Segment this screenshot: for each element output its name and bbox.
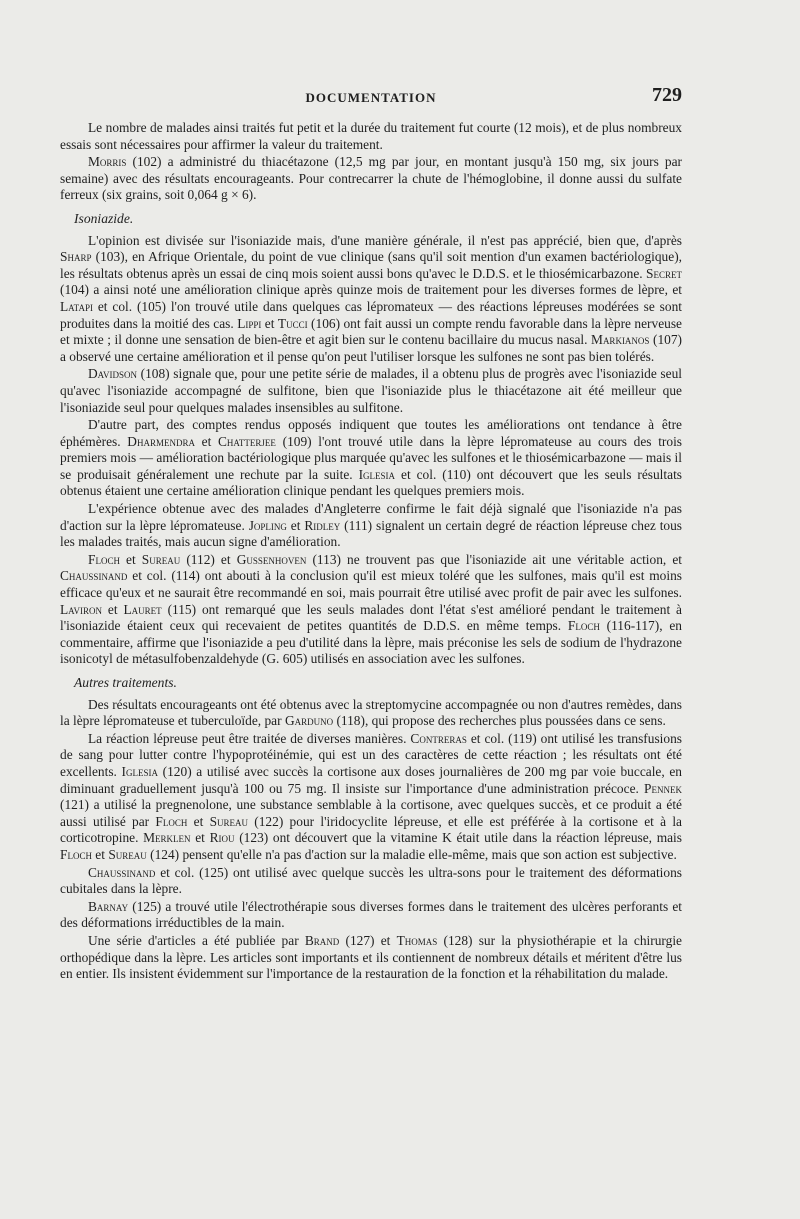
author-name: Lippi bbox=[237, 315, 262, 331]
author-name: Sureau bbox=[141, 551, 181, 567]
paragraph: La réaction lépreuse peut être traitée de diverses manières. Contreras et col. (119) ont utilisé les transfusions de sang pour lutter contre l'hypoprotéinémie, qui est un des caractères de cette réaction ; les résultats ont été excellents. Iglesia (120) a utilisé avec succès la cortisone aux doses journalières de 200 mg par voie buccale, en diminuant graduellement jusqu'à 100 ou 75 mg. Il insiste sur l'importance d'une administration précoce. Pennek (121) a utilisé la pregnenolone, une substance semblable à la cortisone, avec quelques succès, et ce produit a été aussi utilisé par Floch et Sureau (122) pour l'iridocyclite lépreuse, et elle est préférée à la cortisone et à la corticotropine. Merklen et Riou (123) ont découvert que la vitamine K était utile dans la réaction lépreuse, mais Floch et Sureau (124) pensent qu'elle n'a pas d'action sur la maladie elle-même, mais que son action est subjective. bbox=[60, 730, 683, 862]
paragraph: Barnay (125) a trouvé utile l'électrothérapie sous diverses formes dans le traitement des ulcères perforants et des déformations irréductibles de la main. bbox=[60, 898, 682, 931]
paragraph: Chaussinand et col. (125) ont utilisé avec quelque succès les ultra-sons pour le traitement des déformations cubitales dans la lèpre. bbox=[60, 864, 682, 897]
author-name: Floch bbox=[567, 618, 600, 634]
body-text bbox=[60, 120, 682, 984]
author-name: Laviron bbox=[60, 601, 103, 617]
author-name: Lauret bbox=[123, 601, 162, 617]
author-name: Chaussinand bbox=[60, 568, 128, 584]
author-name: Pennek bbox=[644, 780, 682, 796]
paragraph: Des résultats encourageants ont été obtenus avec la streptomycine accompagnée ou non d'autres remèdes, dans la lèpre lépromateuse et tuberculoïde, par Garduno (118), qui propose des recherches plus poussées dans ce sens. bbox=[60, 696, 682, 729]
author-name: Floch bbox=[155, 813, 188, 829]
author-name: Jopling bbox=[248, 517, 287, 533]
author-name: Barnay bbox=[88, 898, 129, 914]
author-name: Sureau bbox=[108, 846, 147, 862]
author-name: Secret bbox=[646, 265, 682, 281]
paragraph: L'opinion est divisée sur l'isoniazide mais, d'une manière générale, il n'est pas apprécié, bien que, d'après Sharp (103), en Afrique Orientale, du point de vue clinique (sans qu'il soit mention d'un examen bactériologique), les résultats obtenus après un essai de cinq mois soient aussi bons qu'avec le D.D.S. et le thiosémicarbazone. Secret (104) a ainsi noté une amélioration clinique après quinze mois de traitement pour les diverses formes de lèpre, et Latapi et col. (105) l'on trouvé utile dans quelques cas lépromateux — des réactions lépreuses modérées se sont produites dans la moitié des cas. Lippi et Tucci (106) ont fait aussi un compte rendu favorable dans la lèpre nerveuse et mixte ; il donne une sensation de bien-être et agit bien sur le contenu bacillaire du mucus nasal. Markianos (107) a observé une certaine amélioration et il pense qu'on peut l'utiliser lorsque les sulfones ne sont pas bien tolérés. bbox=[60, 232, 683, 364]
author-name: Riou bbox=[209, 830, 235, 846]
author-name: Contreras bbox=[410, 730, 467, 746]
paragraph: Floch et Sureau (112) et Gussenhoven (113) ne trouvent pas que l'isoniazide ait une véritable action, et Chaussinand et col. (114) ont abouti à la conclusion qu'il est mieux toléré que les sulfones, mais qu'il est moins efficace qu'eux et ne saurait être recommandé en soi, mais pourrait être utilisé avec profit de pair avec les sulfones. Laviron et Lauret (115) ont remarqué que les seuls malades dont l'état s'est amélioré pendant le traitement à l'isoniazide étaient ceux qui recevaient de petites quantités de D.D.S. en même temps. Floch (116-117), en commentaire, affirme que l'isoniazide a peu d'utilité dans la lèpre, mais préconise les sels de sodium de l'hydrazone isonicotyl de métasulfobenzaldehyde (G. 605) utilisés en association avec les sulfones. bbox=[60, 551, 682, 667]
author-name: Chaussinand bbox=[88, 864, 156, 880]
author-name: Garduno bbox=[284, 713, 334, 729]
page-number: 729 bbox=[652, 84, 682, 106]
author-name: Brand bbox=[304, 932, 340, 948]
author-name: Sharp bbox=[60, 249, 92, 265]
author-name: Dharmendra bbox=[127, 433, 195, 449]
author-name: Chatterjee bbox=[218, 433, 276, 449]
paragraph: Une série d'articles a été publiée par Brand (127) et Thomas (128) sur la physiothérapie et la chirurgie orthopédique dans la lèpre. Les articles sont importants et ils contiennent de nombreux détails et méritent d'être lus en entier. Ils insistent évidemment sur l'importance de la restauration de la fonction et la réhabilitation du malade. bbox=[60, 932, 683, 982]
section-heading-autres-traitements: Autres traitements. bbox=[74, 675, 177, 690]
paragraph: Davidson (108) signale que, pour une petite série de malades, il a obtenu plus de progrès avec l'isoniazide seul qu'avec l'isoniazide accompagné de sulfitone, bien que l'isoniazide plus le thiacétazone ait été meilleur que l'isoniazide seul pour quelques malades insensibles au sulfitone. bbox=[60, 366, 682, 415]
author-name: Floch bbox=[60, 846, 92, 862]
author-name: Thomas bbox=[396, 932, 438, 948]
author-name: Markianos bbox=[591, 332, 650, 348]
paragraph: D'autre part, des comptes rendus opposés indiquent que toutes les améliorations ont tendance à être éphémères. Dharmendra et Chatterjee (109) l'ont trouvé utile dans la lèpre lépromateuse au cours des trois premiers mois — amélioration bactériologique plus marquée qu'avec les sulfones et le thiosémicarbazone — mais il se produisait généralement une rechute par la suite. Iglesia et col. (110) ont découvert que les seuls résultats obtenus étaient une certaine amélioration clinique pendant les quelques premiers mois. bbox=[60, 417, 682, 499]
paragraph: L'expérience obtenue avec des malades d'Angleterre confirme le fait déjà signalé que l'isoniazide n'a pas d'action sur la lèpre lépromateuse. Jopling et Ridley (111) signalent un certain degré de réaction lépreuse chez tous les malades traités, mais aucun signe d'amélioration. bbox=[60, 501, 683, 550]
author-name: Davidson bbox=[88, 366, 138, 382]
author-name: Ridley bbox=[304, 517, 341, 533]
paragraph: Le nombre de malades ainsi traités fut petit et la durée du traitement fut courte (12 mois), et de plus nombreux essais sont nécessaires pour affirmer la valeur du traitement. bbox=[60, 120, 682, 152]
author-name: Sureau bbox=[209, 813, 249, 829]
author-name: Floch bbox=[88, 551, 120, 567]
section-heading-isoniazide: Isoniazide. bbox=[74, 210, 134, 226]
author-name: Tucci bbox=[277, 315, 308, 331]
author-name: Gussenhoven bbox=[236, 551, 307, 567]
paragraph: Morris (102) a administré du thiacétazone (12,5 mg par jour, en montant jusqu'à 150 mg, six jours par semaine) avec des résultats encourageants. Pour contrecarrer la chute de l'hémoglobine, il donne aussi du sulfate ferreux (six grains, soit 0,064 g × 6). bbox=[60, 154, 682, 203]
author-name: Latapi bbox=[60, 298, 93, 314]
author-name: Iglesia bbox=[121, 763, 158, 779]
author-name: Iglesia bbox=[358, 466, 396, 482]
author-name: Merklen bbox=[143, 830, 191, 846]
running-title: DOCUMENTATION bbox=[305, 90, 437, 105]
page-header bbox=[60, 84, 682, 110]
author-name: Morris bbox=[88, 154, 127, 170]
